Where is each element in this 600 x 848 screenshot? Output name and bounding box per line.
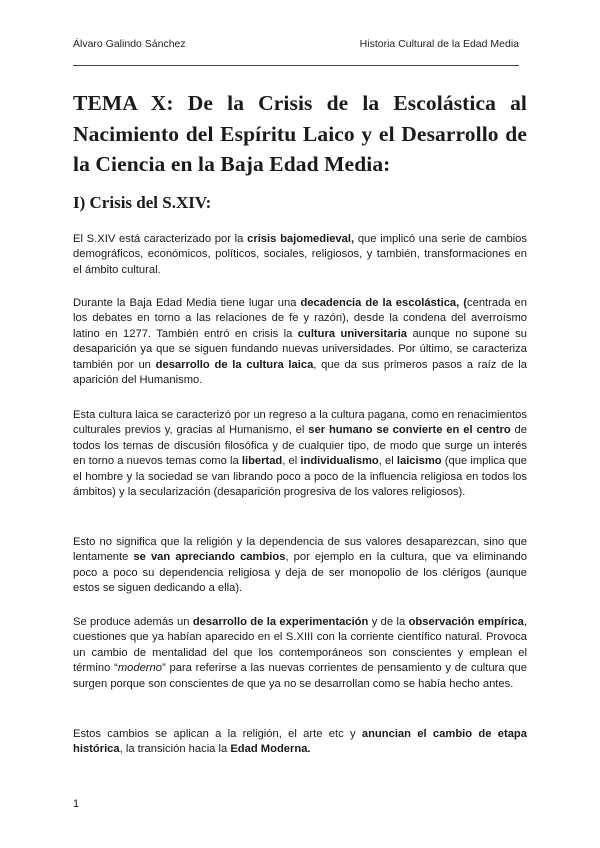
document-title: TEMA X: De la Crisis de la Escolástica al Nacimiento del Espíritu Laico y el Desarrollo de la Ciencia en la Baja Edad Media: [73,91,527,176]
paragraph-5: Se produce además un desarrollo de la experimentación y de la observación empírica, cuestiones que ya habían aparecido en el S.XIII con la corriente científico natural. Provoca un cambio de mentalidad del que los contemporáneos son conscientes y emplean el término “moderno” para referirse a las nuevas corrientes de pensamiento y de cultura que surgen porque son conscientes de que ya no se desarrollan como se había hecho antes. [73,616,527,690]
header-course-title: Historia Cultural de la Edad Media [359,38,519,50]
page-number: 1 [73,798,80,810]
paragraph-3: Esta cultura laica se caracterizó por un regreso a la cultura pagana, como en renacimientos culturales previos y, gracias al Humanismo, el ser humano se convierte en el centro de todos los temas de discusión filosófica y de cualquier tipo, de modo que surge un interés en torno a nuevos temas como la libertad, el individualismo, el laicismo (que implica que el hombre y la sociedad se van librando poco a poco de la influencia religiosa en todos los ámbitos) y la secularización (desaparición progresiva de los valores religiosos). [73,409,527,499]
paragraph-4: Esto no significa que la religión y la dependencia de sus valores desaparezcan, sino que lentamente se van apreciando cambios, por ejemplo en la cultura, que va eliminando poco a poco su dependencia religiosa y deja de ser monopolio de los clérigos (aunque estos se siguen dedicando a ella). [73,536,528,595]
paragraph-2: Durante la Baja Edad Media tiene lugar una decadencia de la escolástica, (centrada en los debates en torno a las relaciones de fe y razón), desde la condena del averroísmo latino en 1277. También entró en crisis la cultura universitaria aunque no supone su desaparición ya que se siguen fundando nuevas universidades. Por último, se caracteriza también por un desarrollo de la cultura laica, que da sus primeros pasos a raíz de la aparición del Humanismo. [73,297,528,387]
header-divider [73,65,519,66]
paragraph-6: Estos cambios se aplican a la religión, el arte etc y anuncian el cambio de etapa histórica, la transición hacia la Edad Moderna. [73,728,527,756]
section-heading: I) Crisis del S.XIV: [73,193,212,212]
header-author: Álvaro Galindo Sánchez [73,38,186,50]
paragraph-1: El S.XIV está caracterizado por la crisis bajomedieval, que implicó una serie de cambios demográficos, económicos, políticos, sociales, religiosos, y también, transformaciones en el ámbito cultural. [73,233,527,276]
page-header [73,38,519,56]
